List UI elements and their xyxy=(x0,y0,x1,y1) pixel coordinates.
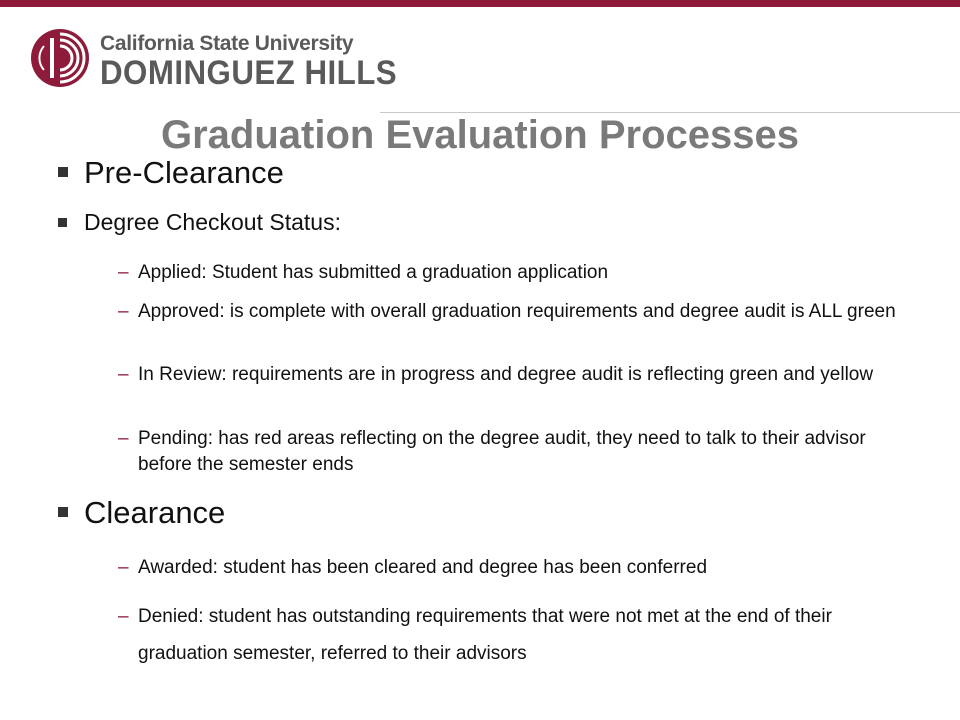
status-approved xyxy=(118,299,898,325)
slide-title: Graduation Evaluation Processes xyxy=(161,113,799,157)
bullet-text: Degree Checkout Status: xyxy=(84,209,341,235)
square-bullet-icon xyxy=(58,167,68,177)
dash-marker: – xyxy=(118,428,129,449)
university-logo xyxy=(30,28,398,94)
status-applied xyxy=(118,260,898,286)
dash-marker: – xyxy=(118,606,129,627)
status-text: Pending: has red areas reflecting on the degree audit, they need to talk to their advisor before the semester ends xyxy=(138,428,866,475)
square-bullet-icon xyxy=(58,218,67,227)
status-in-review xyxy=(118,362,898,388)
dash-marker: – xyxy=(118,301,129,322)
status-pending xyxy=(118,426,898,478)
logo-university-name: California State University xyxy=(100,32,354,55)
square-bullet-icon xyxy=(58,507,68,517)
status-text: Approved: is complete with overall graduation requirements and degree audit is ALL green xyxy=(138,301,896,322)
bullet-text: Pre-Clearance xyxy=(84,155,284,190)
logo-campus-name: DOMINGUEZ HILLS xyxy=(100,54,398,92)
dash-marker: – xyxy=(118,557,129,578)
dash-marker: – xyxy=(118,262,129,283)
top-accent-bar xyxy=(0,0,960,7)
status-text: Awarded: student has been cleared and degree has been conferred xyxy=(138,557,708,578)
dash-marker: – xyxy=(118,364,129,385)
status-text: In Review: requirements are in progress and degree audit is reflecting green and yellow xyxy=(138,364,874,385)
status-denied xyxy=(118,598,898,672)
status-text: Denied: student has outstanding requirements that were not met at the end of their graduation semester, referred to their advisors xyxy=(138,606,832,664)
status-text: Applied: Student has submitted a graduation application xyxy=(138,262,609,283)
bullet-text: Clearance xyxy=(84,495,226,530)
status-awarded xyxy=(118,555,898,581)
csudh-emblem-icon xyxy=(30,28,90,88)
